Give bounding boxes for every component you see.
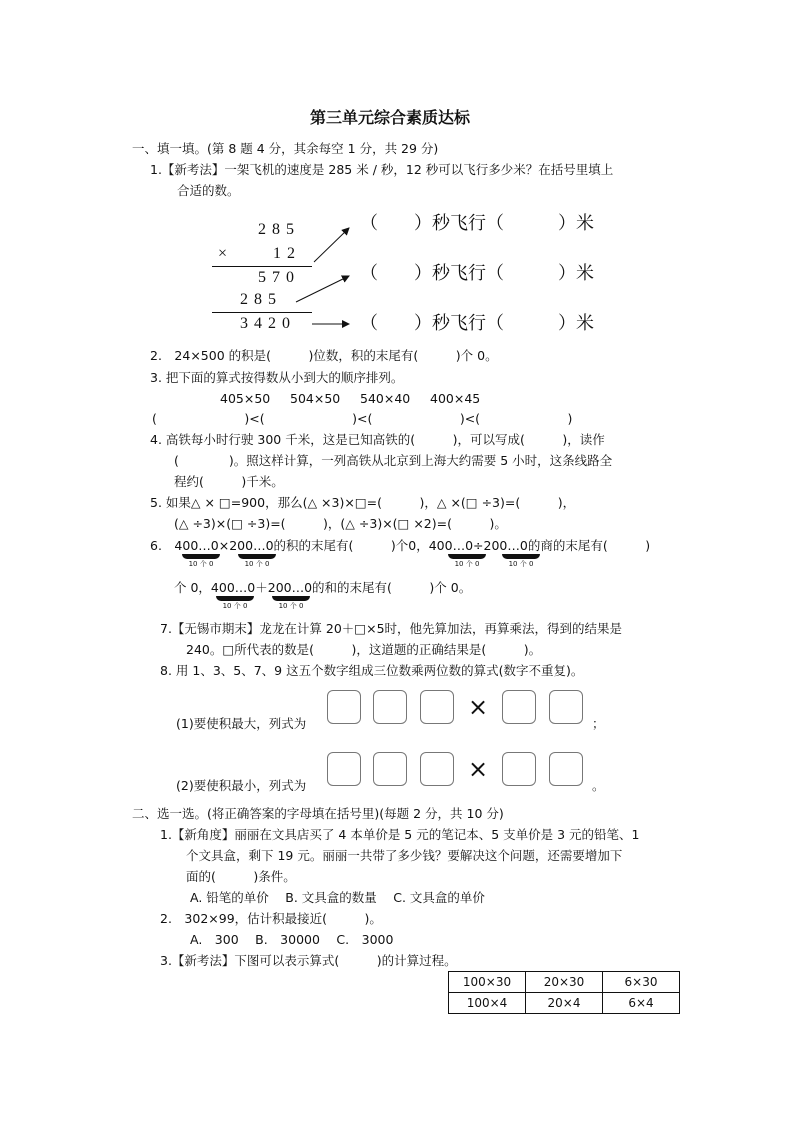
q7-line2: 240。□所代表的数是( )，这道题的正确结果是( )。 [186, 642, 542, 657]
q6-brace-1 [180, 554, 222, 568]
q6-line2: 个 0，400…0＋200…0的和的末尾有( )个 0。 [174, 580, 472, 595]
q3-expr-4: 400×45 [430, 391, 481, 406]
q4-line1: 4. 高铁每小时行驶 300 千米，这是已知高铁的( )，可以写成( )，读作 [150, 432, 605, 447]
q6-brace-label: 10 个 0 [278, 602, 304, 610]
q5-line2: (△ ÷3)×(□ ÷3)=( )，(△ ÷3)×(□ ×2)=( )。 [174, 516, 507, 531]
q6-brace-5 [214, 596, 256, 610]
q6-brace-2 [236, 554, 278, 568]
table-row [449, 993, 680, 1014]
area-model-table [448, 971, 680, 1014]
calc-row-5: 3420 [240, 315, 296, 332]
table-cell: 6×4 [603, 993, 680, 1014]
q3-expr-2: 504×50 [290, 391, 341, 406]
q4-line2: ( )。照这样计算，一列高铁从北京到上海大约需要 5 小时，这条线路全 [174, 453, 613, 468]
table-cell: 20×4 [526, 993, 603, 1014]
section1-heading: 一、填一填。(第 8 题 4 分，其余每空 1 分，共 29 分) [132, 141, 439, 156]
q6-line1: 6. 400…0×200…0的积的末尾有( )个0，400…0÷200…0的商的末尾有( ) [150, 538, 651, 553]
digit-box[interactable] [373, 752, 407, 786]
q3-expr-1: 405×50 [220, 391, 271, 406]
s2-q1-line3: 面的( )条件。 [186, 869, 296, 884]
times-sign: × [468, 693, 489, 721]
calc-row-4: 285 [240, 291, 282, 308]
q1-blank-1: （ ）秒飞行（ ）米 [360, 213, 594, 233]
q1-blank-2: （ ）秒飞行（ ）米 [360, 263, 594, 283]
digit-box[interactable] [502, 752, 536, 786]
q3-order: ( )<( )<( )<( ) [152, 411, 573, 426]
digit-box[interactable] [420, 690, 454, 724]
table-cell: 100×4 [449, 993, 526, 1014]
table-cell: 6×30 [603, 972, 680, 993]
q6-brace-label: 10 个 0 [222, 602, 248, 610]
page-title: 第三单元综合素质达标 [310, 108, 471, 127]
s2-q3-line: 3.【新考法】下图可以表示算式( )的计算过程。 [160, 953, 457, 968]
q8-line: 8. 用 1、3、5、7、9 这五个数字组成三位数乘两位数的算式(数字不重复)。 [160, 663, 584, 678]
section2-heading: 二、选一选。(将正确答案的字母填在括号里)(每题 2 分，共 10 分) [132, 806, 504, 821]
q1-line1: 1.【新考法】一架飞机的速度是 285 米 / 秒，12 秒可以飞行多少米？在括号里填上 [150, 162, 614, 177]
q8-part2-end: 。 [592, 778, 605, 793]
q6-brace-label: 10 个 0 [188, 560, 214, 568]
q8-part1-label: (1)要使积最大，列式为 [176, 716, 307, 731]
q5-line1: 5. 如果△ × □=900，那么(△ ×3)×□=( )，△ ×(□ ÷3)=( )， [150, 495, 576, 510]
s2-q1-line1: 1.【新角度】丽丽在文具店买了 4 本单价是 5 元的笔记本、5 支单价是 3 元的铅笔、1 [160, 827, 640, 842]
q6-brace-label: 10 个 0 [454, 560, 480, 568]
calc-row-1: 285 [258, 221, 300, 238]
q8-part2-label: (2)要使积最小，列式为 [176, 778, 307, 793]
table-cell: 20×30 [526, 972, 603, 993]
q6-brace-3 [446, 554, 488, 568]
q7-line1: 7.【无锡市期末】龙龙在计算 20＋□×5时，他先算加法，再算乘法，得到的结果是 [160, 621, 623, 636]
times-sign: × [468, 755, 489, 783]
q2-line: 2. 24×500 的积是( )位数，积的末尾有( )个 0。 [150, 348, 498, 363]
q6-brace-label: 10 个 0 [508, 560, 534, 568]
digit-box[interactable] [327, 752, 361, 786]
s2-q1-line2: 个文具盒，剩下 19 元。丽丽一共带了多少钱？要解决这个问题，还需要增加下 [186, 848, 623, 863]
s2-q2-line: 2. 302×99，估计积最接近( )。 [160, 911, 382, 926]
s2-q2-options: A. 300 B. 30000 C. 3000 [190, 932, 394, 947]
calc-row-3: 570 [258, 269, 300, 286]
digit-box[interactable] [549, 752, 583, 786]
s2-q1-options: A. 铅笔的单价 B. 文具盒的数量 C. 文具盒的单价 [190, 890, 485, 905]
q8-part1-end: ； [592, 716, 605, 731]
digit-box[interactable] [420, 752, 454, 786]
q6-brace-label: 10 个 0 [244, 560, 270, 568]
q1-blank-3: （ ）秒飞行（ ）米 [360, 313, 594, 333]
digit-box[interactable] [373, 690, 407, 724]
q3-expr-3: 540×40 [360, 391, 411, 406]
digit-box[interactable] [549, 690, 583, 724]
table-row [449, 972, 680, 993]
q1-line2: 合适的数。 [177, 183, 240, 198]
q3-line: 3. 把下面的算式按得数从小到大的顺序排列。 [150, 370, 404, 385]
q6-brace-4 [500, 554, 542, 568]
q6-brace-6 [270, 596, 312, 610]
digit-box[interactable] [502, 690, 536, 724]
q4-line3: 程约( )千米。 [174, 474, 284, 489]
table-cell: 100×30 [449, 972, 526, 993]
digit-box[interactable] [327, 690, 361, 724]
calc-row-2: × 12 [218, 245, 302, 262]
